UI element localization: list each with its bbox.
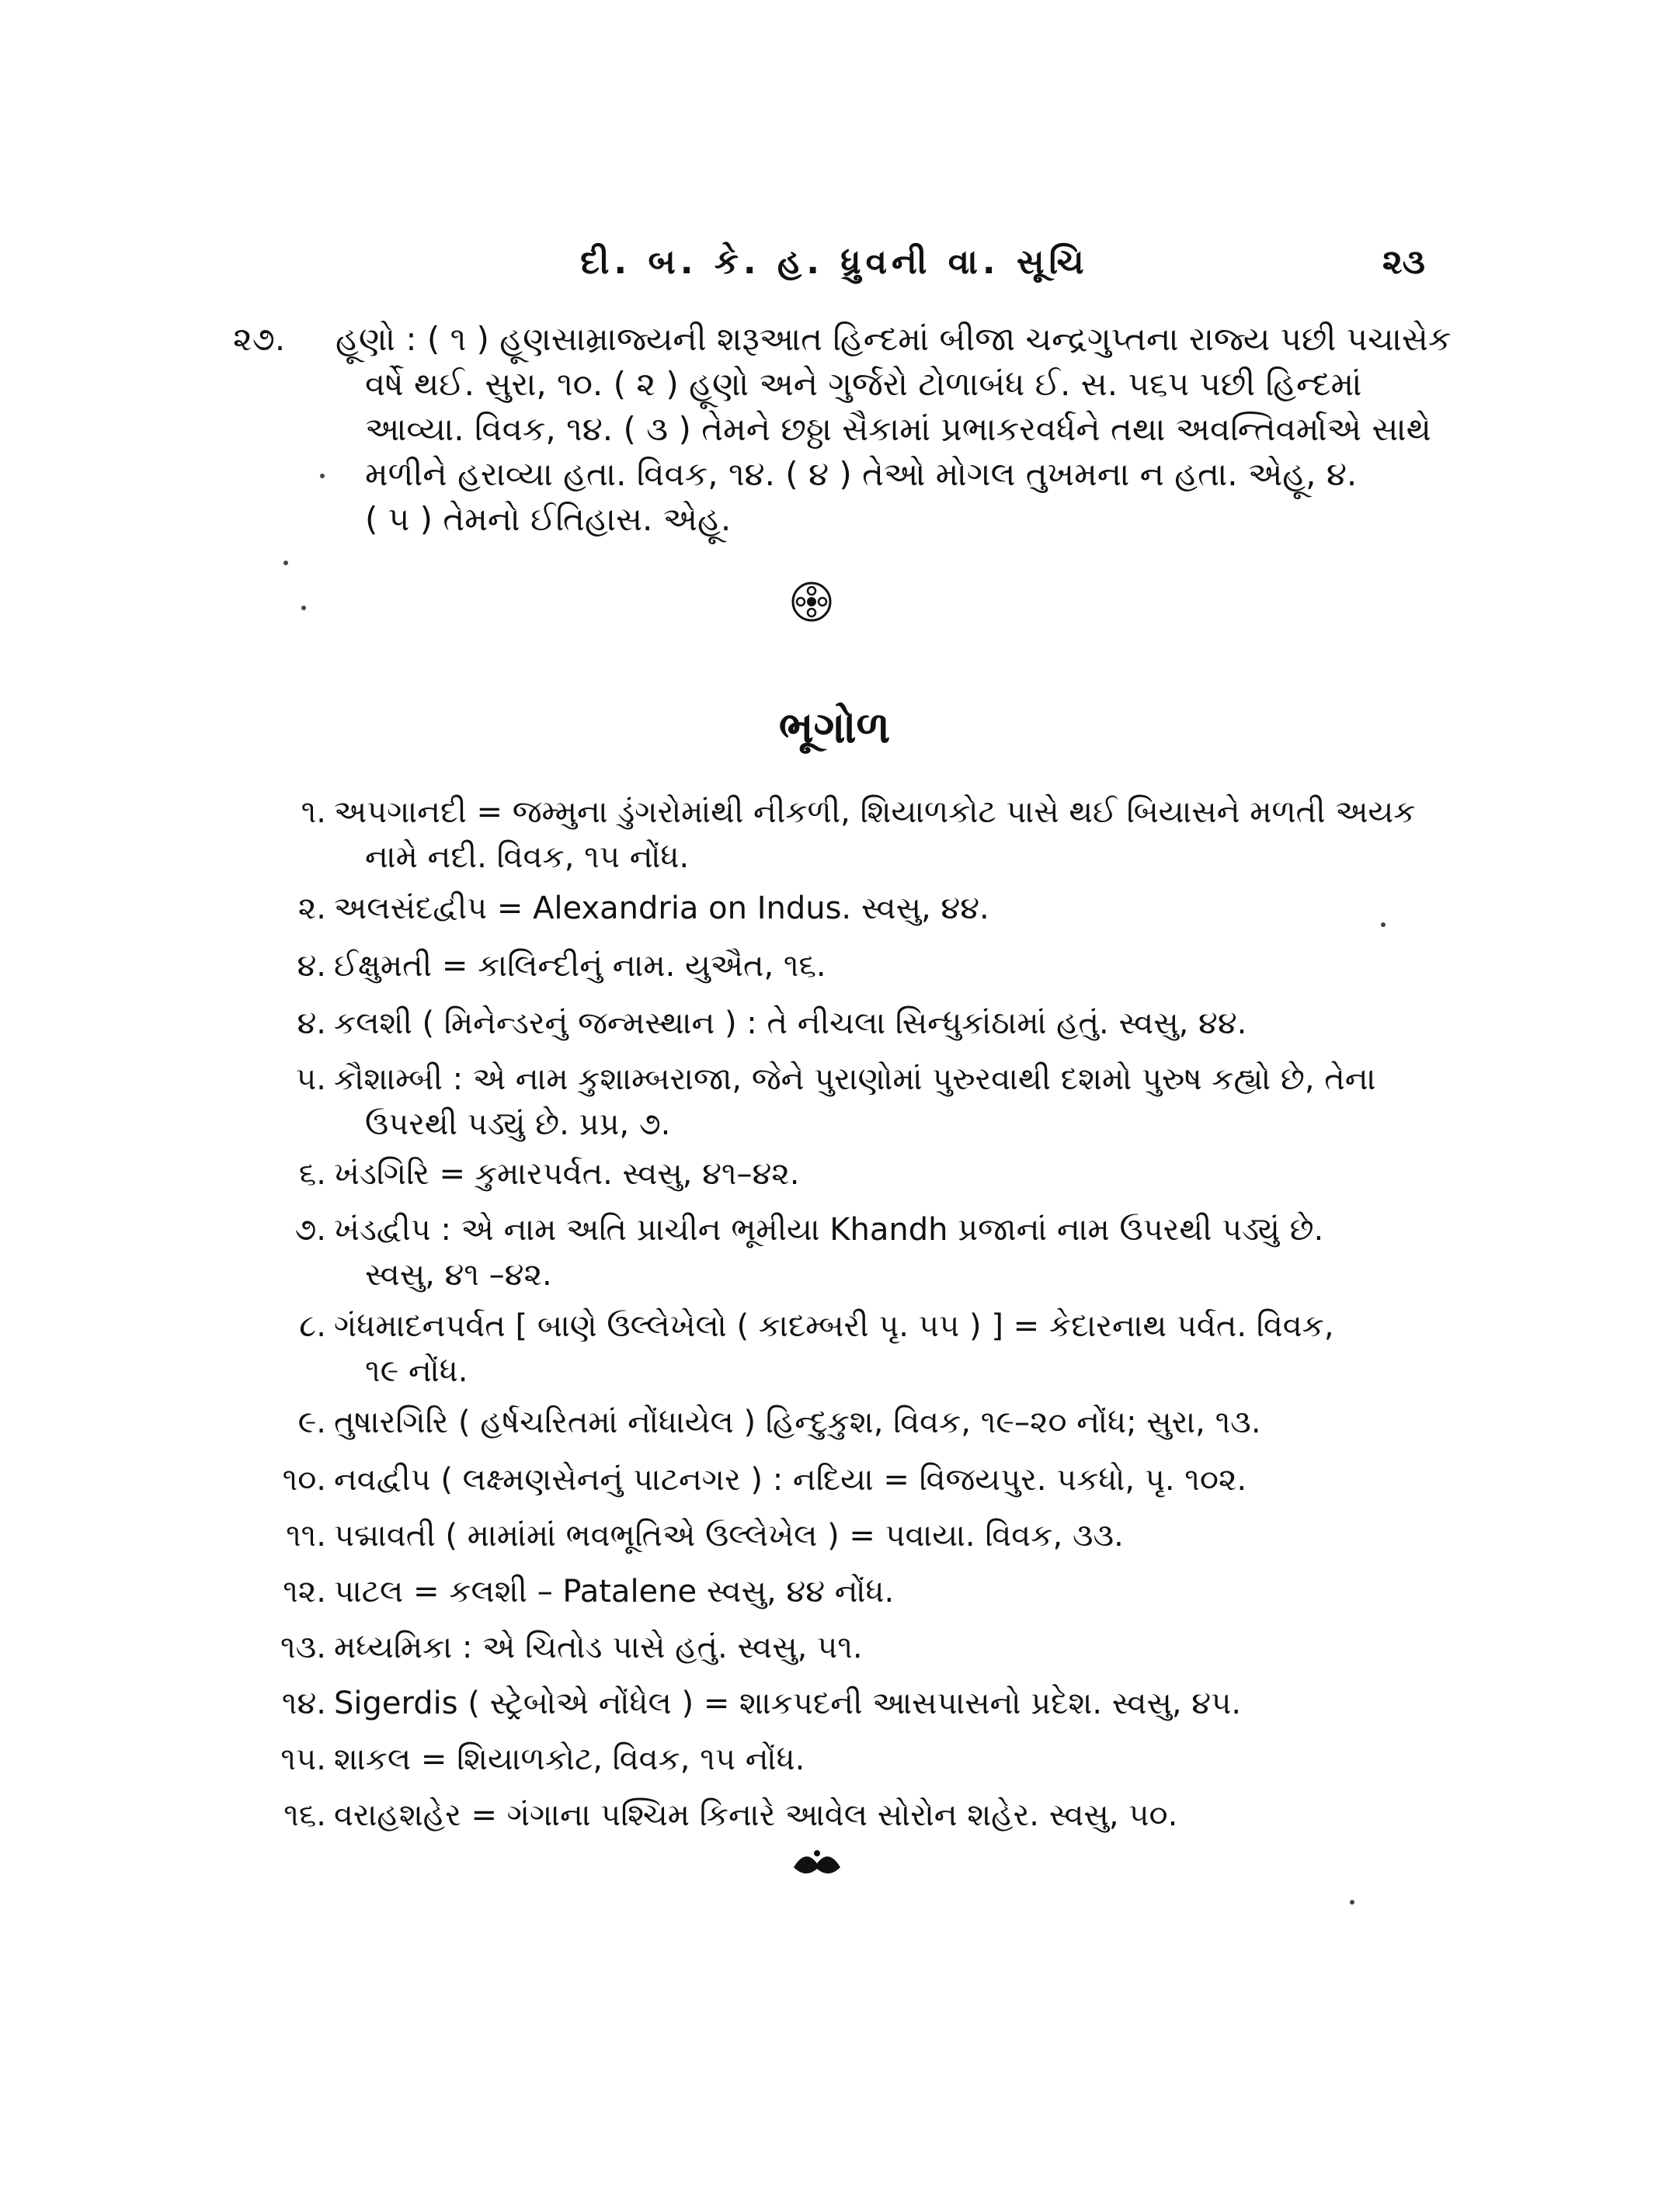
entry-number: ૬. xyxy=(298,1156,326,1192)
entry-line: ગંધમાદનપર્વત [ બાણે ઉલ્લેખેલો ( કાદમ્બરી પૃ. ૫૫ ) ] = કેદારનાથ પર્વત. વિવક, xyxy=(334,1308,1334,1344)
entry-number: ૧૪. xyxy=(281,1686,326,1721)
entry-line: અલસંદદ્વીપ = Alexandria on Indus. સ્વસુ, ૪૪. xyxy=(334,891,989,926)
entry-number: ૧૧. xyxy=(286,1518,326,1554)
entry-number: ૧૦. xyxy=(282,1462,326,1498)
entry-line: અપગાનદી = જમ્મુના ડુંગરોમાંથી નીકળી, શિયાળકોટ પાસે થઈ બિયાસને મળતી અયક xyxy=(334,794,1416,830)
section-heading: ભૂગોળ xyxy=(778,703,891,753)
entry-number: ૨. xyxy=(297,891,326,926)
entry-line: શાકલ = શિયાળકોટ, વિવક, ૧૫ નોંધ. xyxy=(334,1741,805,1777)
flower-ornament-icon xyxy=(788,578,835,625)
entry-number: ૧૩. xyxy=(280,1630,326,1665)
page-number: ૨૩ xyxy=(1382,242,1425,282)
entry-number: ૭. xyxy=(294,1212,326,1248)
entry-line: પદ્માવતી ( મામાંમાં ભવભૂતિએ ઉલ્લેખેલ ) = પવાયા. વિવક, ૩૩. xyxy=(334,1518,1124,1554)
entry-number: ૪. xyxy=(297,948,326,984)
entry-line: ખંડગિરિ = કુમારપર્વત. સ્વસુ, ૪૧–૪૨. xyxy=(334,1156,800,1192)
entry-number: ૫. xyxy=(296,1061,326,1097)
entry-number: ૧૫. xyxy=(280,1741,326,1777)
entry-line: પાટલ = કલશી – Patalene સ્વસુ, ૪૪ નોંધ. xyxy=(334,1574,895,1610)
running-title: દી. બ. કે. હ. ધ્રુવની વા. સૂચિ xyxy=(580,242,1089,282)
print-speck xyxy=(301,606,306,610)
entry-number: ૧. xyxy=(301,794,326,830)
entry-line: મળીને હરાવ્યા હતા. વિવક, ૧૪. ( ૪ ) તેઓ મોગલ તુખમના ન હતા. એહૂ, ૪. xyxy=(365,455,1358,493)
print-speck xyxy=(1381,922,1386,927)
entry-number: ૯. xyxy=(297,1405,326,1440)
entry-line: આવ્યા. વિવક, ૧૪. ( ૩ ) તેમને છઠ્ઠા સૈકામાં પ્રભાકરવર્ધને તથા અવન્તિવર્માએ સાથે xyxy=(365,410,1431,448)
entry-line: મધ્યમિકા : એ ચિતોડ પાસે હતું. સ્વસુ, ૫૧. xyxy=(334,1630,863,1665)
entry-line: વર્ષે થઈ. સુરા, ૧૦. ( ૨ ) હૂણો અને ગુર્જરો ટોળાબંધ ઈ. સ. ૫૬૫ પછી હિન્દમાં xyxy=(365,365,1362,403)
entry-line: કલશી ( મિનેન્ડરનું જન્મસ્થાન ) : તે નીચલા સિન્ધુકાંઠામાં હતું. સ્વસુ, ૪૪. xyxy=(334,1005,1247,1041)
entry-number: ૧૨. xyxy=(283,1574,326,1610)
entry-line: ઈક્ષુમતી = કાલિન્દીનું નામ. યુઐત, ૧૬. xyxy=(334,948,826,984)
entry-line: નવદ્વીપ ( લક્ષ્મણસેનનું પાટનગર ) : નદિયા = વિજયપુર. પકધો, પૃ. ૧૦૨. xyxy=(334,1462,1247,1498)
tailpiece-ornament-icon xyxy=(786,1844,848,1883)
print-speck xyxy=(320,474,325,478)
entry-line: ખંડદ્વીપ : એ નામ અતિ પ્રાચીન ભૂમીયા Khandh પ્રજાનાં નામ ઉપરથી પડ્યું છે. xyxy=(334,1212,1324,1248)
entry-line: કૌશામ્બી : એ નામ કુશામ્બરાજા, જેને પુરાણોમાં પુરુરવાથી દશમો પુરુષ કહ્યો છે, તેના xyxy=(334,1061,1376,1097)
entry-line: સ્વસુ, ૪૧ –૪૨. xyxy=(365,1257,552,1293)
entry-line: વરાહશહેર = ગંગાના પશ્ચિમ કિનારે આવેલ સોરોન શહેર. સ્વસુ, ૫૦. xyxy=(334,1797,1178,1833)
entry-number: ૮. xyxy=(299,1308,326,1344)
entry-line: Sigerdis ( સ્ટ્રેબોએ નોંધેલ ) = શાકપદની આસપાસનો પ્રદેશ. સ્વસુ, ૪૫. xyxy=(334,1686,1242,1721)
entry-number: ૨૭. xyxy=(233,320,286,358)
print-speck xyxy=(1350,1900,1354,1905)
entry-line: ઉપરથી પડ્યું છે. પ્રપ્ર, ૭. xyxy=(365,1106,671,1142)
entry-line: હૂણો : ( ૧ ) હૂણસામ્રાજ્યની શરૂઆત હિન્દમાં બીજા ચન્દ્રગુપ્તના રાજ્ય પછી પચાસેક xyxy=(336,320,1452,358)
entry-number: ૧૬. xyxy=(283,1797,326,1833)
print-speck xyxy=(283,561,288,565)
entry-line: ૧૯ નોંધ. xyxy=(365,1353,468,1389)
entry-line: ( ૫ ) તેમનો ઈતિહાસ. એહૂ. xyxy=(365,500,732,538)
entry-number: ૪. xyxy=(297,1005,326,1041)
entry-line: તુષારગિરિ ( હર્ષચરિતમાં નોંધાયેલ ) હિન્દુકુશ, વિવક, ૧૯–૨૦ નોંધ; સુરા, ૧૩. xyxy=(334,1405,1261,1440)
entry-line: નામે નદી. વિવક, ૧૫ નોંધ. xyxy=(365,839,690,875)
